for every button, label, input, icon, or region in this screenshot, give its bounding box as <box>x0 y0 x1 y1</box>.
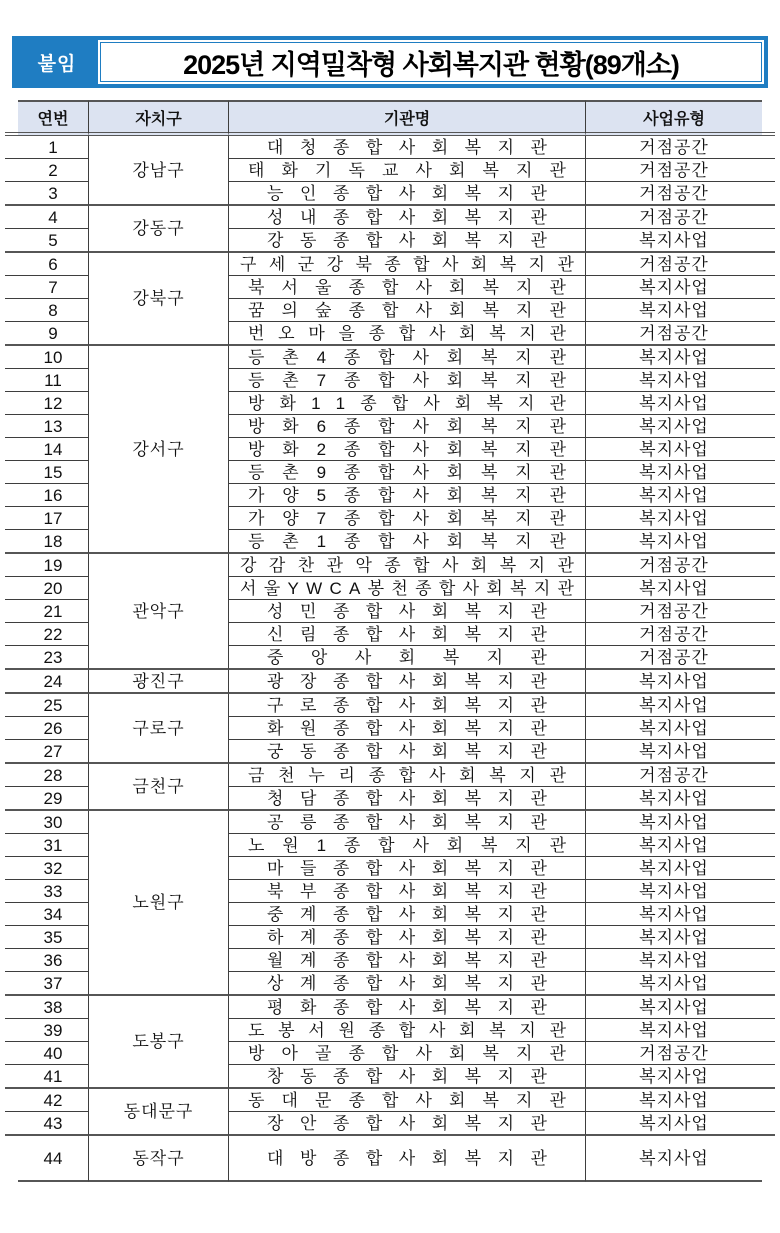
institution-name: 대 청 종 합 사 회 복 지 관 <box>267 137 547 157</box>
institution-name: 구 세 군 강 북 종 합 사 회 복 지 관 <box>240 254 574 274</box>
row-number: 14 <box>18 438 88 461</box>
institution-name: 구 로 종 합 사 회 복 지 관 <box>267 695 547 715</box>
institution-name: 방 화 6 종 합 사 회 복 지 관 <box>248 416 566 436</box>
institution-name-cell <box>228 623 585 646</box>
row-number: 6 <box>18 253 88 276</box>
institution-name: 월 계 종 합 사 회 복 지 관 <box>267 950 547 970</box>
institution-name: 북 서 울 종 합 사 회 복 지 관 <box>248 277 566 297</box>
institution-name: 상 계 종 합 사 회 복 지 관 <box>267 973 547 993</box>
type-cell: 복지사업 <box>585 926 762 949</box>
institution-name-cell <box>228 484 585 507</box>
institution-name: 청 담 종 합 사 회 복 지 관 <box>267 788 547 808</box>
institution-name-cell <box>228 834 585 857</box>
type-cell: 복지사업 <box>585 1019 762 1042</box>
institution-name: 중 계 종 합 사 회 복 지 관 <box>267 904 547 924</box>
type-cell: 복지사업 <box>585 694 762 717</box>
table-row <box>18 811 762 834</box>
institution-name-cell <box>228 253 585 276</box>
row-number: 27 <box>18 740 88 764</box>
row-number: 40 <box>18 1042 88 1065</box>
row-number: 29 <box>18 787 88 811</box>
institution-name: 방 화 1 1 종 합 사 회 복 지 관 <box>248 393 566 413</box>
type-cell: 거점공간 <box>585 182 762 206</box>
type-cell: 거점공간 <box>585 159 762 182</box>
row-number: 42 <box>18 1089 88 1112</box>
type-cell: 복지사업 <box>585 276 762 299</box>
row-number: 17 <box>18 507 88 530</box>
type-cell: 거점공간 <box>585 1042 762 1065</box>
institution-name: 북 부 종 합 사 회 복 지 관 <box>267 881 547 901</box>
type-cell: 복지사업 <box>585 461 762 484</box>
row-number: 33 <box>18 880 88 903</box>
institution-name: 능 인 종 합 사 회 복 지 관 <box>267 183 547 203</box>
row-number: 35 <box>18 926 88 949</box>
type-cell: 복지사업 <box>585 811 762 834</box>
attachment-badge: 붙임 <box>16 40 98 84</box>
institution-name-cell <box>228 276 585 299</box>
col-header-no: 연번 <box>18 100 88 136</box>
row-number: 20 <box>18 577 88 600</box>
institution-name: 창 동 종 합 사 회 복 지 관 <box>267 1066 547 1086</box>
row-number: 23 <box>18 646 88 670</box>
institution-name-cell <box>228 299 585 322</box>
row-number: 4 <box>18 206 88 229</box>
row-number: 1 <box>18 136 88 159</box>
type-cell: 복지사업 <box>585 530 762 554</box>
row-number: 34 <box>18 903 88 926</box>
type-cell: 복지사업 <box>585 834 762 857</box>
institution-name-cell <box>228 740 585 764</box>
institution-name: 노 원 1 종 합 사 회 복 지 관 <box>248 835 566 855</box>
institution-name: 장 안 종 합 사 회 복 지 관 <box>267 1113 547 1133</box>
institution-name: 등 촌 9 종 합 사 회 복 지 관 <box>248 462 566 482</box>
institution-name-cell <box>228 996 585 1019</box>
institution-name: 중 앙 사 회 복 지 관 <box>267 647 547 667</box>
table-row <box>18 764 762 787</box>
institution-name: 하 계 종 합 사 회 복 지 관 <box>267 927 547 947</box>
district-cell: 구로구 <box>88 694 228 764</box>
institution-name: 성 민 종 합 사 회 복 지 관 <box>267 601 547 621</box>
type-cell: 복지사업 <box>585 903 762 926</box>
institution-name: 가 양 5 종 합 사 회 복 지 관 <box>248 485 566 505</box>
institution-name: 신 림 종 합 사 회 복 지 관 <box>267 624 547 644</box>
type-cell: 복지사업 <box>585 857 762 880</box>
institution-name-cell <box>228 1089 585 1112</box>
type-cell: 복지사업 <box>585 787 762 811</box>
row-number: 28 <box>18 764 88 787</box>
col-header-type: 사업유형 <box>585 100 762 136</box>
type-cell: 거점공간 <box>585 206 762 229</box>
row-number: 16 <box>18 484 88 507</box>
institution-name-cell <box>228 392 585 415</box>
institution-name-cell <box>228 949 585 972</box>
district-cell: 광진구 <box>88 670 228 694</box>
row-number: 39 <box>18 1019 88 1042</box>
type-cell: 복지사업 <box>585 484 762 507</box>
institution-name: 서 울 Y W C A 봉 천 종 합 사 회 복 지 관 <box>240 578 574 598</box>
row-number: 5 <box>18 229 88 253</box>
type-cell: 복지사업 <box>585 949 762 972</box>
table-row <box>18 1089 762 1112</box>
institution-name: 마 들 종 합 사 회 복 지 관 <box>267 858 547 878</box>
institution-name-cell <box>228 972 585 996</box>
row-number: 10 <box>18 346 88 369</box>
district-cell: 노원구 <box>88 811 228 996</box>
type-cell: 거점공간 <box>585 764 762 787</box>
district-cell: 강서구 <box>88 346 228 554</box>
institution-name-cell <box>228 717 585 740</box>
institution-name: 등 촌 1 종 합 사 회 복 지 관 <box>248 531 566 551</box>
row-number: 26 <box>18 717 88 740</box>
type-cell: 복지사업 <box>585 740 762 764</box>
institution-name-cell <box>228 1019 585 1042</box>
institution-name-cell <box>228 600 585 623</box>
institution-name: 등 촌 7 종 합 사 회 복 지 관 <box>248 370 566 390</box>
district-cell: 금천구 <box>88 764 228 811</box>
institution-name-cell <box>228 159 585 182</box>
row-number: 41 <box>18 1065 88 1089</box>
table-row <box>18 554 762 577</box>
type-cell: 복지사업 <box>585 299 762 322</box>
row-number: 19 <box>18 554 88 577</box>
institution-name-cell <box>228 530 585 554</box>
institution-name: 동 대 문 종 합 사 회 복 지 관 <box>248 1090 566 1110</box>
institution-name-cell <box>228 811 585 834</box>
institution-name-cell <box>228 1065 585 1089</box>
institution-name: 꿈 의 숲 종 합 사 회 복 지 관 <box>248 300 566 320</box>
institution-name-cell <box>228 182 585 206</box>
institution-name-cell <box>228 229 585 253</box>
table-row <box>18 206 762 229</box>
institution-name-cell <box>228 1042 585 1065</box>
row-number: 36 <box>18 949 88 972</box>
type-cell: 복지사업 <box>585 392 762 415</box>
row-number: 32 <box>18 857 88 880</box>
institution-name-cell <box>228 670 585 694</box>
institution-name-cell <box>228 1112 585 1136</box>
institution-name-cell <box>228 880 585 903</box>
table-row <box>18 996 762 1019</box>
col-header-district: 자치구 <box>88 100 228 136</box>
institution-name: 강 감 찬 관 악 종 합 사 회 복 지 관 <box>240 555 574 575</box>
table-row <box>18 670 762 694</box>
type-cell: 복지사업 <box>585 1136 762 1182</box>
institution-name: 등 촌 4 종 합 사 회 복 지 관 <box>248 347 566 367</box>
institution-name: 강 동 종 합 사 회 복 지 관 <box>267 230 547 250</box>
type-cell: 복지사업 <box>585 507 762 530</box>
institution-name-cell <box>228 369 585 392</box>
institution-name-cell <box>228 206 585 229</box>
type-cell: 복지사업 <box>585 1089 762 1112</box>
institution-name-cell <box>228 926 585 949</box>
institution-name: 화 원 종 합 사 회 복 지 관 <box>267 718 547 738</box>
table-row <box>18 136 762 159</box>
row-number: 22 <box>18 623 88 646</box>
type-cell: 복지사업 <box>585 996 762 1019</box>
row-number: 30 <box>18 811 88 834</box>
row-number: 15 <box>18 461 88 484</box>
row-number: 11 <box>18 369 88 392</box>
institution-name: 도 봉 서 원 종 합 사 회 복 지 관 <box>248 1020 566 1040</box>
table-header-row <box>18 100 762 136</box>
institution-name-cell <box>228 857 585 880</box>
row-number: 2 <box>18 159 88 182</box>
row-number: 44 <box>18 1136 88 1182</box>
table-row <box>18 253 762 276</box>
district-cell: 관악구 <box>88 554 228 670</box>
institution-name-cell <box>228 346 585 369</box>
type-cell: 복지사업 <box>585 717 762 740</box>
institution-name-cell <box>228 507 585 530</box>
institution-name-cell <box>228 694 585 717</box>
type-cell: 거점공간 <box>585 600 762 623</box>
district-cell: 강동구 <box>88 206 228 253</box>
institution-name-cell <box>228 903 585 926</box>
type-cell: 복지사업 <box>585 229 762 253</box>
institution-name: 번 오 마 을 종 합 사 회 복 지 관 <box>248 323 566 343</box>
row-number: 3 <box>18 182 88 206</box>
row-number: 7 <box>18 276 88 299</box>
table-body <box>18 136 762 1182</box>
type-cell: 복지사업 <box>585 670 762 694</box>
row-number: 12 <box>18 392 88 415</box>
institution-name: 성 내 종 합 사 회 복 지 관 <box>267 207 547 227</box>
institution-name-cell <box>228 764 585 787</box>
row-number: 13 <box>18 415 88 438</box>
institution-name-cell <box>228 1136 585 1182</box>
institution-name: 공 릉 종 합 사 회 복 지 관 <box>267 812 547 832</box>
institution-name-cell <box>228 646 585 670</box>
institution-name-cell <box>228 415 585 438</box>
col-header-name: 기관명 <box>228 100 585 136</box>
row-number: 8 <box>18 299 88 322</box>
type-cell: 복지사업 <box>585 880 762 903</box>
row-number: 21 <box>18 600 88 623</box>
institution-name: 대 방 종 합 사 회 복 지 관 <box>267 1148 547 1168</box>
institution-name: 광 장 종 합 사 회 복 지 관 <box>267 671 547 691</box>
institution-name: 평 화 종 합 사 회 복 지 관 <box>267 997 547 1017</box>
institution-name: 방 화 2 종 합 사 회 복 지 관 <box>248 439 566 459</box>
institution-name-cell <box>228 322 585 346</box>
type-cell: 복지사업 <box>585 346 762 369</box>
type-cell: 거점공간 <box>585 253 762 276</box>
type-cell: 복지사업 <box>585 577 762 600</box>
institution-name-cell <box>228 461 585 484</box>
row-number: 25 <box>18 694 88 717</box>
title-box <box>98 40 764 84</box>
type-cell: 거점공간 <box>585 322 762 346</box>
institution-name-cell <box>228 136 585 159</box>
table-row <box>18 346 762 369</box>
district-cell: 강북구 <box>88 253 228 346</box>
row-number: 18 <box>18 530 88 554</box>
type-cell: 복지사업 <box>585 438 762 461</box>
row-number: 43 <box>18 1112 88 1136</box>
type-cell: 복지사업 <box>585 972 762 996</box>
institution-name-cell <box>228 438 585 461</box>
table-row <box>18 694 762 717</box>
institution-name-cell <box>228 554 585 577</box>
welfare-table <box>18 100 762 1182</box>
institution-name: 궁 동 종 합 사 회 복 지 관 <box>267 741 547 761</box>
institution-name-cell <box>228 787 585 811</box>
row-number: 9 <box>18 322 88 346</box>
district-cell: 동작구 <box>88 1136 228 1182</box>
type-cell: 복지사업 <box>585 1065 762 1089</box>
institution-name: 금 천 누 리 종 합 사 회 복 지 관 <box>248 765 566 785</box>
row-number: 37 <box>18 972 88 996</box>
district-cell: 도봉구 <box>88 996 228 1089</box>
institution-name: 방 아 골 종 합 사 회 복 지 관 <box>248 1043 566 1063</box>
row-number: 24 <box>18 670 88 694</box>
table-row <box>18 1136 762 1182</box>
type-cell: 복지사업 <box>585 1112 762 1136</box>
type-cell: 거점공간 <box>585 646 762 670</box>
page-title: 2025년 지역밀착형 사회복지관 현황(89개소) <box>100 42 762 82</box>
institution-name-cell <box>228 577 585 600</box>
type-cell: 복지사업 <box>585 415 762 438</box>
institution-name: 가 양 7 종 합 사 회 복 지 관 <box>248 508 566 528</box>
welfare-table-wrap <box>18 100 762 1182</box>
type-cell: 복지사업 <box>585 369 762 392</box>
type-cell: 거점공간 <box>585 623 762 646</box>
row-number: 38 <box>18 996 88 1019</box>
type-cell: 거점공간 <box>585 136 762 159</box>
title-bar <box>12 36 768 88</box>
institution-name: 태 화 기 독 교 사 회 복 지 관 <box>248 160 566 180</box>
district-cell: 강남구 <box>88 136 228 206</box>
type-cell: 거점공간 <box>585 554 762 577</box>
row-number: 31 <box>18 834 88 857</box>
district-cell: 동대문구 <box>88 1089 228 1136</box>
